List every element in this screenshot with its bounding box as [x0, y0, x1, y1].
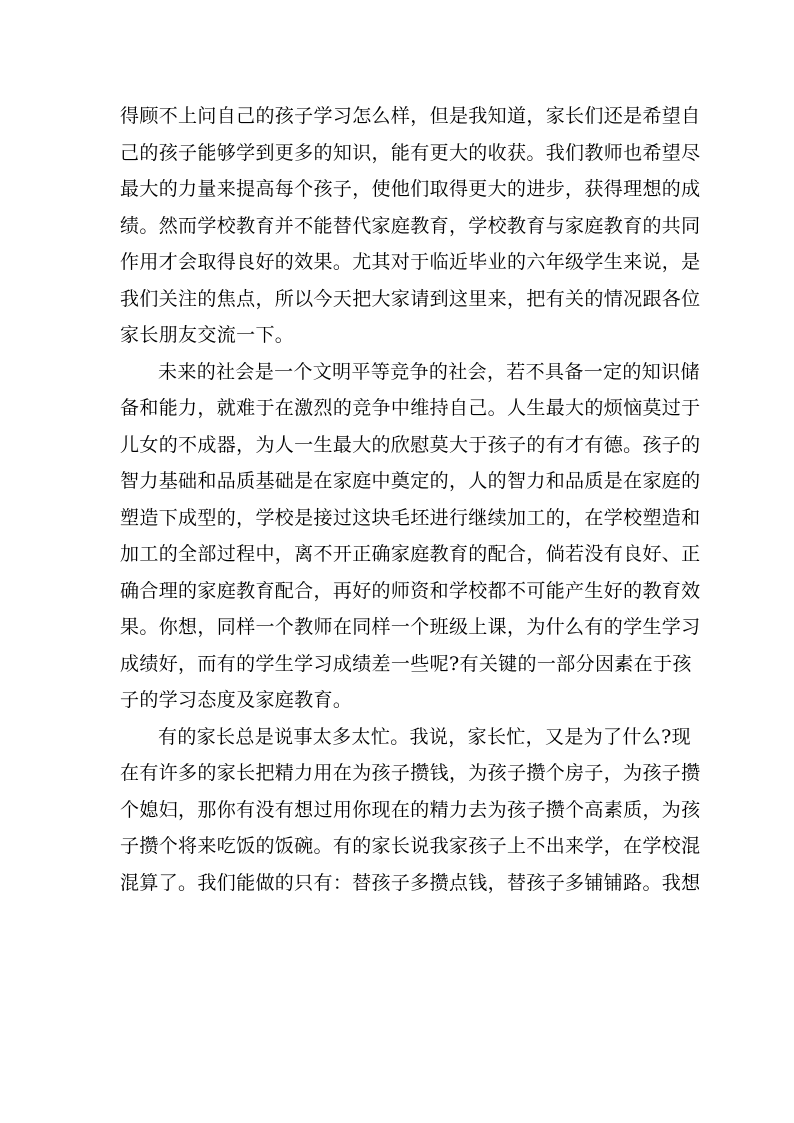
text-line: 果。你想，同样一个教师在同样一个班级上课，为什么有的学生学习 [120, 616, 701, 638]
text-line-indented: 未来的社会是一个文明平等竞争的社会，若不具备一定的知识储 [158, 360, 700, 383]
text-line: 加工的全部过程中，离不开正确家庭教育的配合，倘若没有良好、正 [120, 543, 701, 565]
text-line: 己的孩子能够学到更多的知识，能有更大的收获。我们教师也希望尽 [120, 141, 701, 164]
text-line: 成绩好，而有的学生学习成绩差一些呢?有关键的一部分因素在于孩 [120, 652, 692, 675]
text-line: 子攒个将来吃饭的饭碗。有的家长说我家孩子上不出来学，在学校混 [120, 835, 701, 857]
document-body [120, 98, 701, 901]
text-line: 作用才会取得良好的效果。尤其对于临近毕业的六年级学生来说，是 [120, 251, 701, 273]
text-line: 得顾不上问自己的孩子学习怎么样，但是我知道，家长们还是希望自 [120, 105, 701, 127]
text-line: 备和能力，就难于在激烈的竞争中维持自己。人生最大的烦恼莫过于 [120, 397, 701, 419]
paragraph-2 [120, 354, 701, 719]
text-line: 绩。然而学校教育并不能替代家庭教育，学校教育与家庭教育的共同 [120, 214, 701, 237]
text-line: 子的学习态度及家庭教育。 [120, 689, 353, 711]
text-line: 最大的力量来提高每个孩子，使他们取得更大的进步，获得理想的成 [120, 178, 701, 200]
text-line: 儿女的不成器，为人一生最大的欣慰莫大于孩子的有才有德。孩子的 [120, 433, 701, 456]
text-line: 家长朋友交流一下。 [120, 324, 295, 346]
paragraph-1 [120, 98, 701, 354]
text-line: 在有许多的家长把精力用在为孩子攒钱，为孩子攒个房子，为孩子攒 [120, 762, 701, 784]
text-line: 塑造下成型的，学校是接过这块毛坯进行继续加工的，在学校塑造和 [120, 506, 701, 529]
text-line: 确合理的家庭教育配合，再好的师资和学校都不可能产生好的教育效 [120, 579, 701, 602]
text-line: 智力基础和品质基础是在家庭中奠定的，人的智力和品质是在家庭的 [120, 470, 701, 492]
text-line: 个媳妇，那你有没有想过用你现在的精力去为孩子攒个高素质，为孩 [120, 798, 701, 821]
text-line: 我们关注的焦点，所以今天把大家请到这里来，把有关的情况跟各位 [120, 287, 701, 310]
text-line: 混算了。我们能做的只有：替孩子多攒点钱，替孩子多铺铺路。我想 [120, 871, 701, 894]
paragraph-3 [120, 719, 701, 902]
text-line-indented: 有的家长总是说事太多太忙。我说，家长忙，又是为了什么?现 [158, 725, 691, 748]
